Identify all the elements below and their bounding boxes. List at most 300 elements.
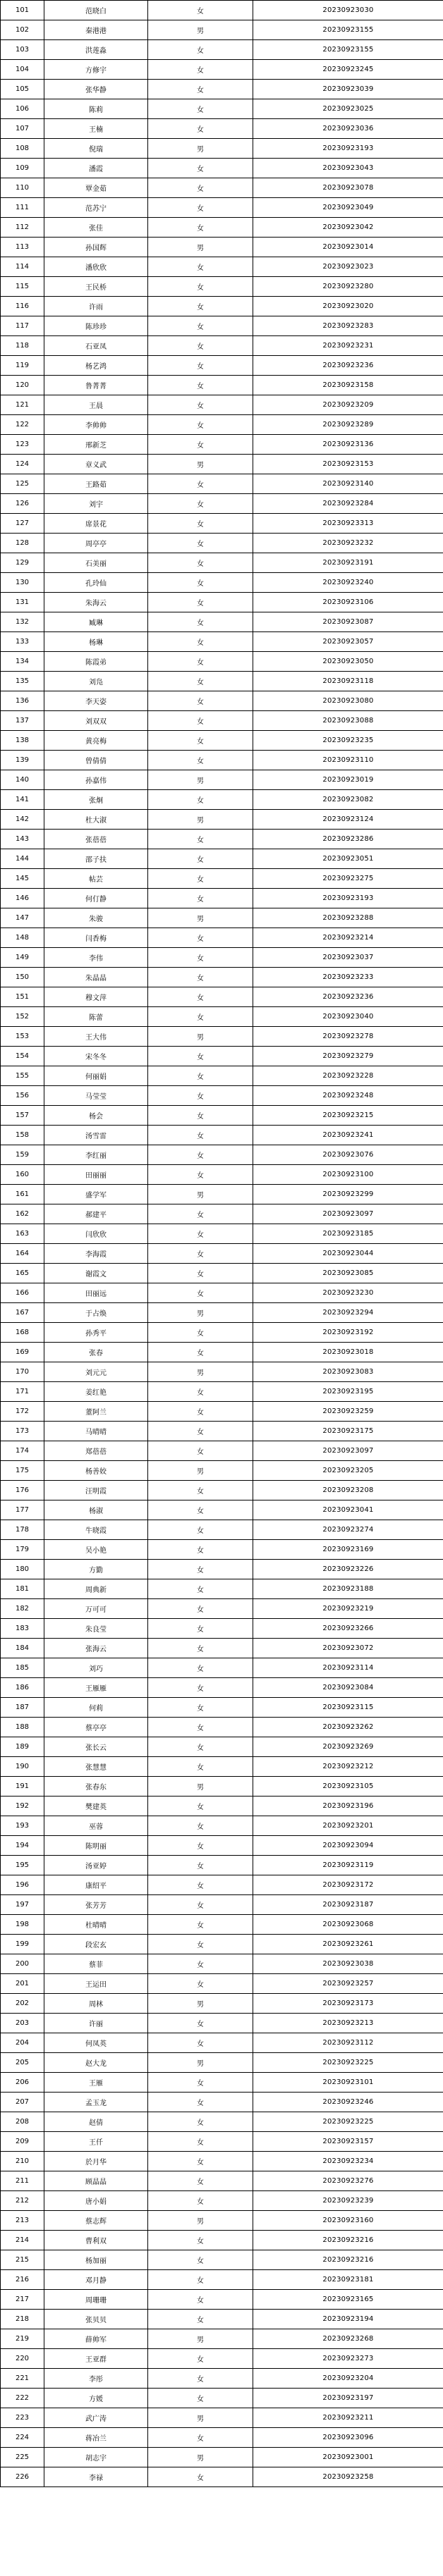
student-gender-cell: 女 — [148, 987, 253, 1007]
student-gender-cell: 女 — [148, 1007, 253, 1027]
student-gender-cell: 男 — [148, 1777, 253, 1797]
student-name-cell: 张春 — [44, 1343, 148, 1362]
student-id-cell: 20230923068 — [253, 1915, 443, 1935]
table-row — [1, 316, 443, 336]
row-number-cell: 119 — [1, 356, 44, 376]
table-row — [1, 257, 443, 277]
row-number-cell: 115 — [1, 277, 44, 297]
table-row — [1, 1540, 443, 1560]
student-id-cell: 20230923240 — [253, 573, 443, 593]
student-name-cell: 董阿兰 — [44, 1402, 148, 1422]
table-row — [1, 1362, 443, 1382]
student-id-cell: 20230923078 — [253, 178, 443, 198]
student-name-cell: 汤雪雷 — [44, 1126, 148, 1145]
student-name-cell: 杨会 — [44, 1106, 148, 1126]
student-id-cell: 20230923230 — [253, 1283, 443, 1303]
table-row — [1, 277, 443, 297]
student-id-cell: 20230923085 — [253, 1264, 443, 1283]
student-gender-cell: 男 — [148, 770, 253, 790]
table-row — [1, 1560, 443, 1579]
table-row — [1, 1875, 443, 1895]
table-row — [1, 1126, 443, 1145]
row-number-cell: 209 — [1, 2132, 44, 2152]
student-name-cell: 秦港港 — [44, 20, 148, 40]
row-number-cell: 129 — [1, 553, 44, 573]
table-row — [1, 198, 443, 218]
student-name-cell: 陈珍珍 — [44, 316, 148, 336]
table-row — [1, 2093, 443, 2112]
student-gender-cell: 女 — [148, 1639, 253, 1658]
student-id-cell: 20230923157 — [253, 2132, 443, 2152]
student-name-cell: 张长云 — [44, 1737, 148, 1757]
row-number-cell: 113 — [1, 238, 44, 257]
student-name-cell: 臧琳 — [44, 612, 148, 632]
student-name-cell: 邵子扶 — [44, 849, 148, 869]
table-row — [1, 948, 443, 968]
student-id-cell: 20230923215 — [253, 1106, 443, 1126]
table-row — [1, 494, 443, 514]
table-row — [1, 1915, 443, 1935]
table-row — [1, 534, 443, 553]
row-number-cell: 203 — [1, 2014, 44, 2033]
row-number-cell: 135 — [1, 672, 44, 691]
student-gender-cell: 女 — [148, 1974, 253, 1994]
student-name-cell: 王仟 — [44, 2132, 148, 2152]
table-row — [1, 968, 443, 987]
student-name-cell: 曹利双 — [44, 2231, 148, 2250]
row-number-cell: 106 — [1, 99, 44, 119]
table-row — [1, 1678, 443, 1698]
row-number-cell: 223 — [1, 2408, 44, 2428]
row-number-cell: 156 — [1, 1086, 44, 1106]
student-name-cell: 朱海云 — [44, 593, 148, 612]
student-name-cell: 薛帅军 — [44, 2329, 148, 2349]
row-number-cell: 164 — [1, 1244, 44, 1264]
table-row — [1, 119, 443, 139]
student-id-cell: 20230923110 — [253, 751, 443, 770]
row-number-cell: 174 — [1, 1441, 44, 1461]
table-row — [1, 1007, 443, 1027]
table-row — [1, 139, 443, 159]
row-number-cell: 216 — [1, 2270, 44, 2290]
student-id-cell: 20230923112 — [253, 2033, 443, 2053]
student-id-cell: 20230923088 — [253, 711, 443, 731]
row-number-cell: 212 — [1, 2191, 44, 2211]
table-row — [1, 849, 443, 869]
student-gender-cell: 女 — [148, 1875, 253, 1895]
student-name-cell: 范晓白 — [44, 1, 148, 20]
student-id-cell: 20230923195 — [253, 1382, 443, 1402]
student-name-cell: 胡志宇 — [44, 2448, 148, 2467]
row-number-cell: 151 — [1, 987, 44, 1007]
student-gender-cell: 女 — [148, 1086, 253, 1106]
table-row — [1, 2250, 443, 2270]
student-id-cell: 20230923043 — [253, 159, 443, 178]
student-gender-cell: 女 — [148, 2093, 253, 2112]
student-gender-cell: 女 — [148, 80, 253, 99]
student-gender-cell: 女 — [148, 751, 253, 770]
student-gender-cell: 男 — [148, 2053, 253, 2073]
student-gender-cell: 女 — [148, 435, 253, 455]
student-id-cell: 20230923185 — [253, 1224, 443, 1244]
table-row — [1, 1264, 443, 1283]
student-name-cell: 闫香梅 — [44, 928, 148, 948]
student-gender-cell: 女 — [148, 672, 253, 691]
row-number-cell: 141 — [1, 790, 44, 810]
table-row — [1, 2389, 443, 2408]
student-gender-cell: 男 — [148, 1185, 253, 1204]
student-name-cell: 蒋冶兰 — [44, 2428, 148, 2448]
row-number-cell: 149 — [1, 948, 44, 968]
student-gender-cell: 女 — [148, 514, 253, 534]
table-row — [1, 632, 443, 652]
table-row — [1, 376, 443, 395]
table-row — [1, 1461, 443, 1481]
table-row — [1, 830, 443, 849]
student-name-cell: 刘凫 — [44, 672, 148, 691]
student-gender-cell: 男 — [148, 20, 253, 40]
row-number-cell: 213 — [1, 2211, 44, 2231]
student-name-cell: 牛晓霞 — [44, 1520, 148, 1540]
student-gender-cell: 女 — [148, 573, 253, 593]
table-row — [1, 2033, 443, 2053]
student-gender-cell: 女 — [148, 1165, 253, 1185]
row-number-cell: 127 — [1, 514, 44, 534]
student-id-cell: 20230923036 — [253, 119, 443, 139]
student-id-cell: 20230923225 — [253, 2112, 443, 2132]
student-name-cell: 巫蓉 — [44, 1816, 148, 1836]
table-row — [1, 553, 443, 573]
student-id-cell: 20230923039 — [253, 80, 443, 99]
row-number-cell: 220 — [1, 2349, 44, 2369]
table-row — [1, 40, 443, 60]
table-row — [1, 514, 443, 534]
student-gender-cell: 女 — [148, 1935, 253, 1954]
row-number-cell: 157 — [1, 1106, 44, 1126]
table-row — [1, 2073, 443, 2093]
student-gender-cell: 女 — [148, 731, 253, 751]
table-row — [1, 1895, 443, 1915]
table-row — [1, 1619, 443, 1639]
student-name-cell: 谢霞文 — [44, 1264, 148, 1283]
row-number-cell: 128 — [1, 534, 44, 553]
table-row — [1, 2310, 443, 2329]
row-number-cell: 125 — [1, 474, 44, 494]
student-gender-cell: 女 — [148, 60, 253, 80]
row-number-cell: 114 — [1, 257, 44, 277]
student-gender-cell: 女 — [148, 2310, 253, 2329]
student-id-cell: 20230923193 — [253, 889, 443, 908]
student-name-cell: 张华静 — [44, 80, 148, 99]
student-id-cell: 20230923231 — [253, 336, 443, 356]
student-id-cell: 20230923084 — [253, 1678, 443, 1698]
table-row — [1, 1737, 443, 1757]
student-gender-cell: 女 — [148, 474, 253, 494]
student-gender-cell: 女 — [148, 159, 253, 178]
row-number-cell: 147 — [1, 908, 44, 928]
row-number-cell: 193 — [1, 1816, 44, 1836]
student-name-cell: 康绍平 — [44, 1875, 148, 1895]
student-name-cell: 孔玲仙 — [44, 573, 148, 593]
student-name-cell: 武广涛 — [44, 2408, 148, 2428]
row-number-cell: 154 — [1, 1047, 44, 1066]
row-number-cell: 191 — [1, 1777, 44, 1797]
student-name-cell: 闫欣欣 — [44, 1224, 148, 1244]
student-id-cell: 20230923280 — [253, 277, 443, 297]
student-gender-cell: 女 — [148, 1382, 253, 1402]
row-number-cell: 126 — [1, 494, 44, 514]
table-row — [1, 889, 443, 908]
student-gender-cell: 女 — [148, 869, 253, 889]
row-number-cell: 112 — [1, 218, 44, 238]
student-gender-cell: 女 — [148, 849, 253, 869]
row-number-cell: 146 — [1, 889, 44, 908]
row-number-cell: 136 — [1, 691, 44, 711]
row-number-cell: 159 — [1, 1145, 44, 1165]
student-name-cell: 张芳芳 — [44, 1895, 148, 1915]
row-number-cell: 207 — [1, 2093, 44, 2112]
student-name-cell: 陈莉 — [44, 99, 148, 119]
student-id-cell: 20230923299 — [253, 1185, 443, 1204]
student-name-cell: 张春东 — [44, 1777, 148, 1797]
student-id-cell: 20230923188 — [253, 1579, 443, 1599]
student-name-cell: 唐小娟 — [44, 2191, 148, 2211]
student-id-cell: 20230923208 — [253, 1481, 443, 1500]
row-number-cell: 134 — [1, 652, 44, 672]
row-number-cell: 170 — [1, 1362, 44, 1382]
row-number-cell: 116 — [1, 297, 44, 316]
student-id-cell: 20230923273 — [253, 2349, 443, 2369]
student-id-cell: 20230923096 — [253, 2428, 443, 2448]
student-name-cell: 张慧慧 — [44, 1757, 148, 1777]
student-name-cell: 万可可 — [44, 1599, 148, 1619]
student-id-cell: 20230923289 — [253, 415, 443, 435]
student-name-cell: 陈明丽 — [44, 1836, 148, 1856]
student-id-cell: 20230923284 — [253, 494, 443, 514]
student-id-cell: 20230923020 — [253, 297, 443, 316]
table-row — [1, 1283, 443, 1303]
student-id-cell: 20230923214 — [253, 928, 443, 948]
student-id-cell: 20230923076 — [253, 1145, 443, 1165]
student-id-cell: 20230923087 — [253, 612, 443, 632]
student-name-cell: 黄亮梅 — [44, 731, 148, 751]
student-name-cell: 杜大淑 — [44, 810, 148, 830]
student-gender-cell: 女 — [148, 928, 253, 948]
student-gender-cell: 女 — [148, 1402, 253, 1422]
table-row — [1, 455, 443, 474]
table-row — [1, 2152, 443, 2171]
student-gender-cell: 男 — [148, 1303, 253, 1323]
table-row — [1, 99, 443, 119]
student-gender-cell: 男 — [148, 2329, 253, 2349]
student-gender-cell: 女 — [148, 1540, 253, 1560]
table-row — [1, 80, 443, 99]
student-id-cell: 20230923155 — [253, 40, 443, 60]
student-name-cell: 孙国辉 — [44, 238, 148, 257]
row-number-cell: 192 — [1, 1797, 44, 1816]
student-gender-cell: 女 — [148, 40, 253, 60]
student-name-cell: 何仃静 — [44, 889, 148, 908]
student-id-cell: 20230923276 — [253, 2171, 443, 2191]
row-number-cell: 198 — [1, 1915, 44, 1935]
student-name-cell: 王运田 — [44, 1974, 148, 1994]
table-row — [1, 1698, 443, 1718]
student-id-cell: 20230923051 — [253, 849, 443, 869]
table-row — [1, 474, 443, 494]
student-id-cell: 20230923257 — [253, 1974, 443, 1994]
student-id-cell: 20230923192 — [253, 1323, 443, 1343]
row-number-cell: 102 — [1, 20, 44, 40]
student-id-cell: 20230923155 — [253, 20, 443, 40]
student-id-cell: 20230923216 — [253, 2231, 443, 2250]
student-gender-cell: 女 — [148, 2290, 253, 2310]
row-number-cell: 190 — [1, 1757, 44, 1777]
table-row — [1, 356, 443, 376]
student-name-cell: 李帅帅 — [44, 415, 148, 435]
table-row — [1, 1204, 443, 1224]
student-id-cell: 20230923219 — [253, 1599, 443, 1619]
row-number-cell: 110 — [1, 178, 44, 198]
row-number-cell: 104 — [1, 60, 44, 80]
table-row — [1, 1777, 443, 1797]
row-number-cell: 132 — [1, 612, 44, 632]
table-row — [1, 1797, 443, 1816]
student-id-cell: 20230923083 — [253, 1362, 443, 1382]
row-number-cell: 160 — [1, 1165, 44, 1185]
row-number-cell: 120 — [1, 376, 44, 395]
student-id-cell: 20230923072 — [253, 1639, 443, 1658]
student-gender-cell: 女 — [148, 1954, 253, 1974]
student-gender-cell: 女 — [148, 2073, 253, 2093]
row-number-cell: 108 — [1, 139, 44, 159]
row-number-cell: 103 — [1, 40, 44, 60]
row-number-cell: 226 — [1, 2467, 44, 2487]
student-gender-cell: 女 — [148, 553, 253, 573]
student-gender-cell: 女 — [148, 968, 253, 987]
student-id-cell: 20230923105 — [253, 1777, 443, 1797]
row-number-cell: 222 — [1, 2389, 44, 2408]
row-number-cell: 224 — [1, 2428, 44, 2448]
table-row — [1, 1639, 443, 1658]
student-gender-cell: 女 — [148, 652, 253, 672]
student-name-cell: 王雁 — [44, 2073, 148, 2093]
student-name-cell: 章义武 — [44, 455, 148, 474]
student-gender-cell: 女 — [148, 257, 253, 277]
student-name-cell: 刘宇 — [44, 494, 148, 514]
student-id-cell: 20230923057 — [253, 632, 443, 652]
student-id-cell: 20230923216 — [253, 2250, 443, 2270]
student-gender-cell: 女 — [148, 336, 253, 356]
student-id-cell: 20230923286 — [253, 830, 443, 849]
table-row — [1, 751, 443, 770]
table-row — [1, 2408, 443, 2428]
table-row — [1, 1382, 443, 1402]
student-id-cell: 20230923213 — [253, 2014, 443, 2033]
student-id-cell: 20230923274 — [253, 1520, 443, 1540]
table-row — [1, 2448, 443, 2467]
student-gender-cell: 女 — [148, 2369, 253, 2389]
student-name-cell: 潘欣欣 — [44, 257, 148, 277]
student-id-cell: 20230923080 — [253, 691, 443, 711]
student-id-cell: 20230923235 — [253, 731, 443, 751]
student-id-cell: 20230923211 — [253, 2408, 443, 2428]
student-name-cell: 许雨 — [44, 297, 148, 316]
table-row — [1, 2369, 443, 2389]
table-row — [1, 1718, 443, 1737]
student-name-cell: 李海霞 — [44, 1244, 148, 1264]
row-number-cell: 158 — [1, 1126, 44, 1145]
student-gender-cell: 女 — [148, 2467, 253, 2487]
table-row — [1, 297, 443, 316]
student-gender-cell: 女 — [148, 218, 253, 238]
student-id-cell: 20230923181 — [253, 2270, 443, 2290]
table-row — [1, 2329, 443, 2349]
student-gender-cell: 女 — [148, 711, 253, 731]
table-row — [1, 1303, 443, 1323]
row-number-cell: 143 — [1, 830, 44, 849]
table-row — [1, 731, 443, 751]
table-row — [1, 593, 443, 612]
student-name-cell: 盛学军 — [44, 1185, 148, 1204]
table-row — [1, 711, 443, 731]
student-id-cell: 20230923212 — [253, 1757, 443, 1777]
student-gender-cell: 女 — [148, 2112, 253, 2132]
student-name-cell: 周珊珊 — [44, 2290, 148, 2310]
student-id-cell: 20230923197 — [253, 2389, 443, 2408]
row-number-cell: 133 — [1, 632, 44, 652]
row-number-cell: 197 — [1, 1895, 44, 1915]
student-gender-cell: 女 — [148, 395, 253, 415]
student-gender-cell: 男 — [148, 1461, 253, 1481]
student-id-cell: 20230923160 — [253, 2211, 443, 2231]
table-row — [1, 1954, 443, 1974]
row-number-cell: 214 — [1, 2231, 44, 2250]
student-id-cell: 20230923040 — [253, 1007, 443, 1027]
student-name-cell: 樊建英 — [44, 1797, 148, 1816]
student-gender-cell: 女 — [148, 1264, 253, 1283]
row-number-cell: 219 — [1, 2329, 44, 2349]
student-gender-cell: 女 — [148, 415, 253, 435]
row-number-cell: 175 — [1, 1461, 44, 1481]
student-gender-cell: 女 — [148, 2428, 253, 2448]
row-number-cell: 221 — [1, 2369, 44, 2389]
student-name-cell: 许丽 — [44, 2014, 148, 2033]
student-name-cell: 汪明霞 — [44, 1481, 148, 1500]
student-name-cell: 范苏宁 — [44, 198, 148, 218]
row-number-cell: 109 — [1, 159, 44, 178]
table-row — [1, 1422, 443, 1441]
row-number-cell: 121 — [1, 395, 44, 415]
student-gender-cell: 女 — [148, 1757, 253, 1777]
student-id-cell: 20230923119 — [253, 1856, 443, 1875]
student-name-cell: 马晴晴 — [44, 1422, 148, 1441]
table-row — [1, 2053, 443, 2073]
table-row — [1, 2191, 443, 2211]
table-row — [1, 2349, 443, 2369]
student-id-cell: 20230923232 — [253, 534, 443, 553]
table-row — [1, 1520, 443, 1540]
student-id-cell: 20230923278 — [253, 1027, 443, 1047]
student-name-cell: 张佳 — [44, 218, 148, 238]
student-name-cell: 孟玉龙 — [44, 2093, 148, 2112]
student-name-cell: 杜晴晴 — [44, 1915, 148, 1935]
row-number-cell: 186 — [1, 1678, 44, 1698]
student-name-cell: 姜红艳 — [44, 1382, 148, 1402]
student-gender-cell: 女 — [148, 1145, 253, 1165]
student-gender-cell: 女 — [148, 494, 253, 514]
student-name-cell: 李天姿 — [44, 691, 148, 711]
row-number-cell: 107 — [1, 119, 44, 139]
